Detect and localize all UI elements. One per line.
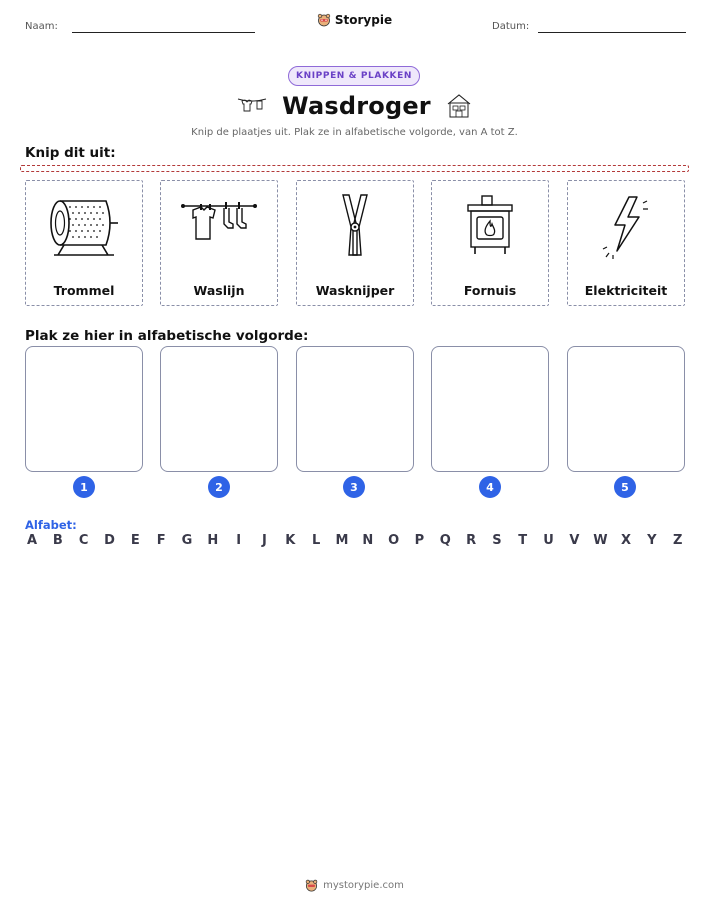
paste-slot-3[interactable] [296, 346, 414, 472]
name-line [72, 32, 255, 33]
alphabet-letter: P [414, 533, 425, 548]
alphabet-letter: Z [672, 533, 683, 548]
alphabet-letter: E [130, 533, 140, 548]
alphabet-letter: L [311, 533, 321, 548]
drum-icon [44, 191, 124, 261]
slot-number-badge: 2 [208, 476, 230, 498]
alphabet-letter: V [569, 533, 580, 548]
alphabet-letter: W [593, 533, 608, 548]
page-title: Wasdroger [282, 92, 431, 120]
laundry-line-icon [236, 95, 268, 117]
clothesline-icon [179, 196, 259, 256]
alphabet-letter: H [207, 533, 219, 548]
slot-number-badge: 1 [73, 476, 95, 498]
card-label: Waslijn [193, 283, 245, 298]
alphabet-letter: J [262, 533, 267, 548]
alphabet-letter: M [335, 533, 349, 548]
alphabet-letter: D [104, 533, 115, 548]
alphabet-letter: G [181, 533, 193, 548]
alphabet-letter: U [543, 533, 554, 548]
alphabet-letter: R [466, 533, 477, 548]
date-label: Datum: [492, 21, 530, 32]
title-row [0, 92, 709, 120]
name-label: Naam: [25, 21, 58, 32]
alphabet-letter: N [362, 533, 374, 548]
cut-section-title: Knip dit uit: [25, 145, 116, 161]
alphabet-letter: C [78, 533, 89, 548]
instructions: Knip de plaatjes uit. Plak ze in alfabetische volgorde, van A tot Z. [191, 127, 518, 138]
paste-slot-4[interactable] [431, 346, 549, 472]
alphabet-label: Alfabet: [25, 518, 77, 532]
alphabet-letter: T [518, 533, 528, 548]
card-label: Trommel [53, 283, 115, 298]
alphabet-letter: A [26, 533, 38, 548]
alphabet-letter: F [156, 533, 166, 548]
slot-number-badge: 3 [343, 476, 365, 498]
cut-card-wasknijper[interactable] [296, 180, 414, 306]
paste-slot-1[interactable] [25, 346, 143, 472]
alphabet-letter: X [621, 533, 632, 548]
paste-slot-5[interactable] [567, 346, 685, 472]
cut-card-fornuis[interactable] [431, 180, 549, 306]
alphabet-row [25, 533, 685, 548]
activity-badge: KNIPPEN & PLAKKEN [288, 66, 420, 86]
paste-section-title: Plak ze hier in alfabetische volgorde: [25, 328, 309, 344]
stove-icon [462, 194, 518, 258]
clothespin-icon [335, 191, 375, 261]
footer-url[interactable]: mystorypie.com [323, 880, 404, 891]
alphabet-letter: B [52, 533, 63, 548]
storypie-mascot-icon [305, 879, 318, 892]
alphabet-letter: Q [439, 533, 451, 548]
paste-slot-2[interactable] [160, 346, 278, 472]
alphabet-letter: I [236, 533, 242, 548]
house-icon [445, 93, 473, 119]
lightning-icon [601, 193, 651, 259]
slot-number-badge: 5 [614, 476, 636, 498]
brand-name: Storypie [334, 13, 393, 27]
footer [0, 879, 709, 892]
cut-card-elektriciteit[interactable] [567, 180, 685, 306]
alphabet-letter: K [285, 533, 296, 548]
date-line [538, 32, 686, 33]
alphabet-letter: Y [647, 533, 657, 548]
alphabet-letter: S [492, 533, 502, 548]
alphabet-letter: O [388, 533, 400, 548]
cut-line [20, 165, 689, 172]
card-label: Elektriciteit [584, 283, 668, 298]
slot-number-badge: 4 [479, 476, 501, 498]
cut-card-trommel[interactable] [25, 180, 143, 306]
storypie-mascot-icon [317, 13, 331, 27]
card-label: Wasknijper [315, 283, 395, 298]
cut-card-waslijn[interactable] [160, 180, 278, 306]
brand-logo [0, 13, 709, 27]
card-label: Fornuis [463, 283, 517, 298]
